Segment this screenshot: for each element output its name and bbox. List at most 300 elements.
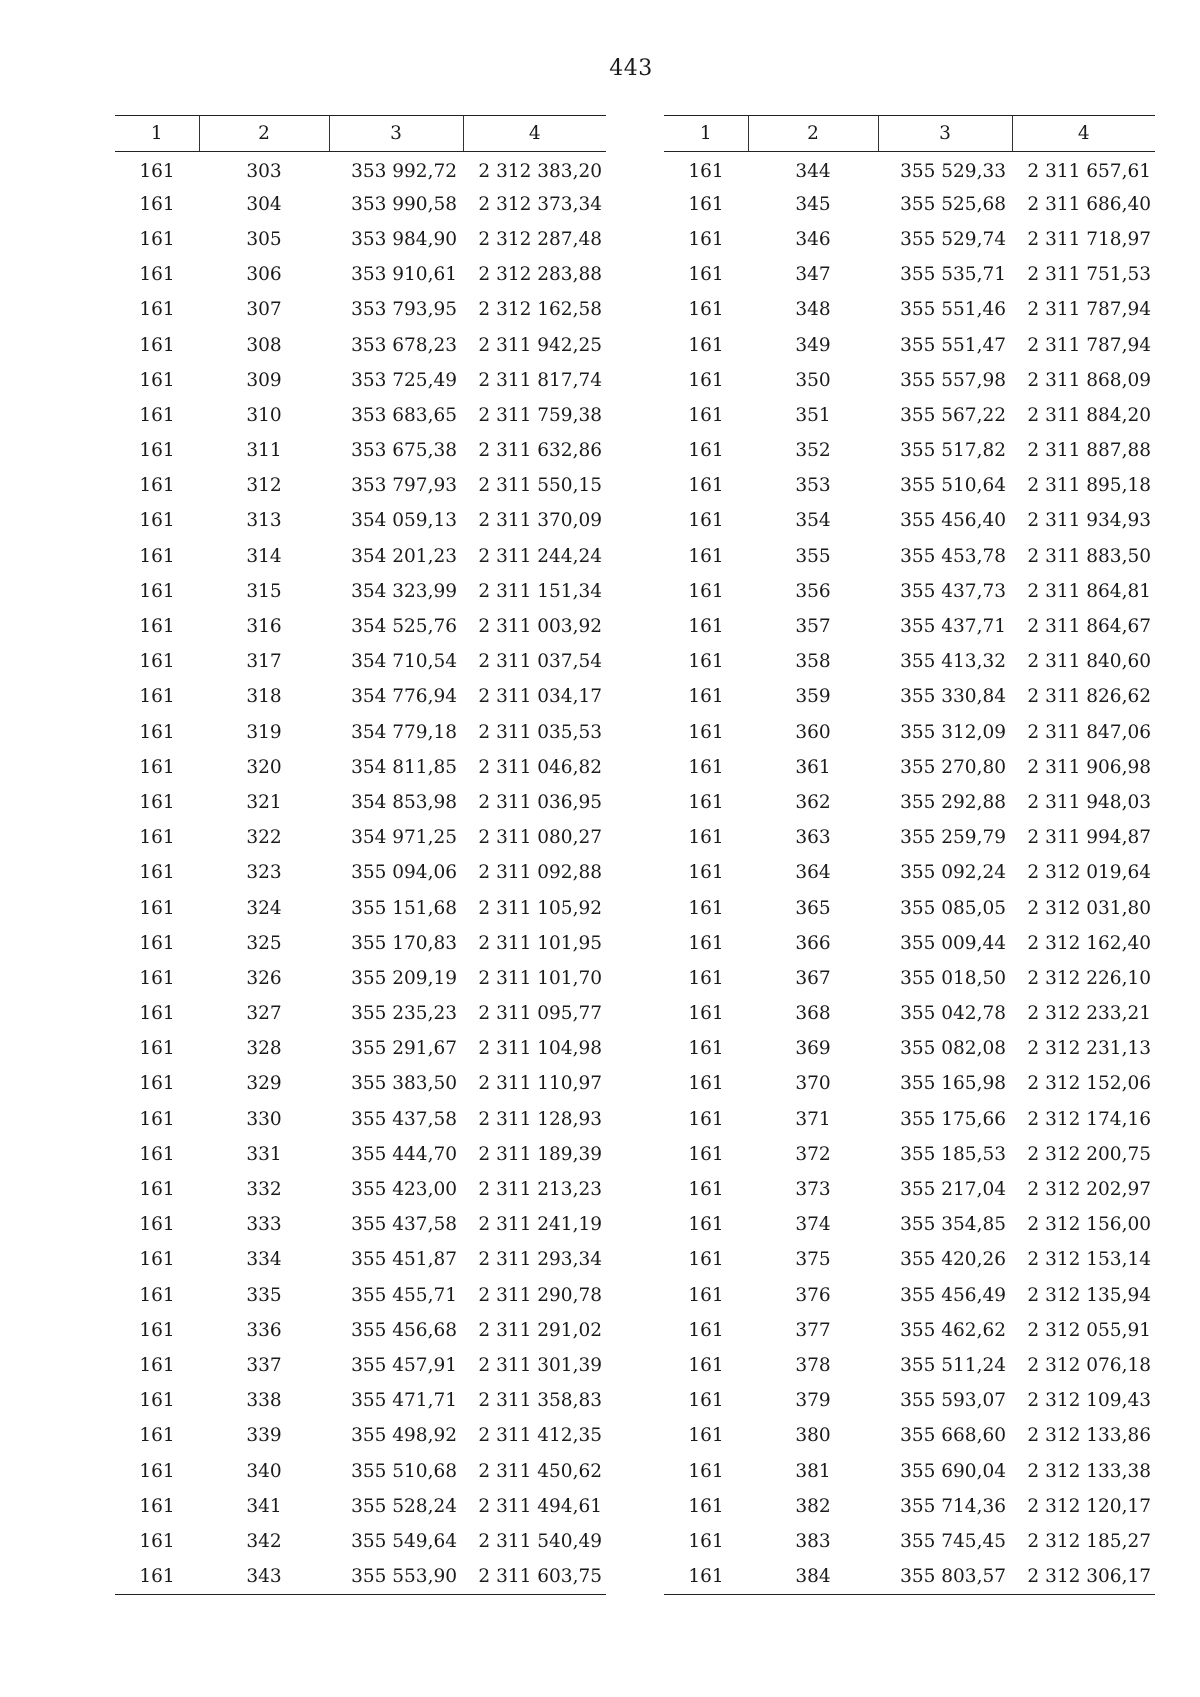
table-cell: 2 312 287,48 — [478, 228, 602, 250]
table-cell: 2 311 101,95 — [478, 932, 602, 954]
table-cell: 352 — [795, 440, 831, 462]
table-cell: 335 — [246, 1284, 282, 1306]
table-cell: 2 311 110,97 — [478, 1073, 602, 1095]
table-cell: 354 853,98 — [351, 791, 457, 813]
table-cell: 305 — [246, 228, 282, 250]
table-cell: 161 — [139, 827, 175, 849]
table-cell: 358 — [795, 651, 831, 673]
table-cell: 2 311 036,95 — [478, 791, 602, 813]
table-row — [115, 926, 606, 961]
table-cell: 383 — [795, 1530, 831, 1552]
table-cell: 316 — [246, 616, 282, 638]
table-row — [115, 1524, 606, 1559]
table-cell: 361 — [795, 756, 831, 778]
table-cell: 2 312 031,80 — [1027, 897, 1151, 919]
table-row — [664, 1559, 1155, 1594]
table-row — [664, 644, 1155, 679]
table-cell: 355 535,71 — [900, 264, 1006, 286]
table-cell: 2 312 185,27 — [1027, 1530, 1151, 1552]
table-cell: 161 — [139, 1319, 175, 1341]
table-cell: 353 675,38 — [351, 440, 457, 462]
table-cell: 355 498,92 — [351, 1425, 457, 1447]
table-row — [664, 1242, 1155, 1277]
table-cell: 2 312 202,97 — [1027, 1179, 1151, 1201]
table-cell: 2 311 189,39 — [478, 1143, 602, 1165]
table-cell: 2 311 883,50 — [1027, 545, 1151, 567]
table-row — [664, 1418, 1155, 1453]
table-cell: 161 — [139, 193, 175, 215]
table-cell: 161 — [688, 1108, 724, 1130]
table-cell: 161 — [139, 721, 175, 743]
table-cell: 355 551,46 — [900, 299, 1006, 321]
coordinates-table-left — [115, 115, 606, 1595]
table-cell: 355 462,62 — [900, 1319, 1006, 1341]
table-cell: 353 793,95 — [351, 299, 457, 321]
table-row — [115, 292, 606, 327]
table-cell: 378 — [795, 1354, 831, 1376]
table-cell: 161 — [688, 651, 724, 673]
table-cell: 2 311 293,34 — [478, 1249, 602, 1271]
table-cell: 2 311 540,49 — [478, 1530, 602, 1552]
table-cell: 355 567,22 — [900, 404, 1006, 426]
table-row — [664, 961, 1155, 996]
table-cell: 161 — [664, 1559, 748, 1594]
table-cell: 2 312 231,13 — [1027, 1038, 1151, 1060]
table-cell: 161 — [688, 1425, 724, 1447]
table-cell: 2 311 450,62 — [478, 1460, 602, 1482]
table-cell: 161 — [139, 1530, 175, 1552]
table-cell: 2 312 233,21 — [1027, 1003, 1151, 1025]
table-row — [115, 398, 606, 433]
table-cell: 331 — [246, 1143, 282, 1165]
table-cell: 2 311 686,40 — [1027, 193, 1151, 215]
table-cell: 2 311 412,35 — [478, 1425, 602, 1447]
table-cell: 354 779,18 — [351, 721, 457, 743]
table-cell: 2 311 291,02 — [478, 1319, 602, 1341]
table-cell: 357 — [795, 616, 831, 638]
table-cell: 2 312 133,86 — [1027, 1425, 1151, 1447]
table-row — [115, 1453, 606, 1488]
table-cell: 353 683,65 — [351, 404, 457, 426]
table-cell: 355 009,44 — [900, 932, 1006, 954]
table-cell: 337 — [246, 1354, 282, 1376]
table-row — [115, 1278, 606, 1313]
table-row — [115, 363, 606, 398]
table-cell: 345 — [795, 193, 831, 215]
table-cell: 306 — [246, 264, 282, 286]
table-cell: 311 — [246, 440, 282, 462]
table-cell: 309 — [246, 369, 282, 391]
table-cell: 355 529,33 — [900, 160, 1006, 182]
table-cell: 330 — [246, 1108, 282, 1130]
table-cell: 354 811,85 — [351, 756, 457, 778]
table-cell: 355 209,19 — [351, 967, 457, 989]
coordinates-table-right — [664, 115, 1155, 1595]
table-cell: 161 — [139, 160, 175, 182]
table-row — [115, 327, 606, 362]
table-cell: 2 311 241,19 — [478, 1214, 602, 1236]
table-cell: 355 291,67 — [351, 1038, 457, 1060]
table-cell: 2 312 373,34 — [478, 193, 602, 215]
table-row — [664, 1207, 1155, 1242]
table-row — [664, 855, 1155, 890]
table-row — [664, 1524, 1155, 1559]
table-row — [664, 1313, 1155, 1348]
table-cell: 161 — [688, 967, 724, 989]
table-cell: 161 — [688, 1249, 724, 1271]
table-row — [664, 715, 1155, 750]
table-cell: 161 — [688, 862, 724, 884]
table-cell: 161 — [688, 827, 724, 849]
table-cell: 354 525,76 — [351, 616, 457, 638]
table-row — [115, 1102, 606, 1137]
table-cell: 2 311 864,81 — [1027, 580, 1151, 602]
table-cell: 2 311 301,39 — [478, 1354, 602, 1376]
table-row — [115, 1383, 606, 1418]
table-cell: 161 — [688, 1143, 724, 1165]
table-cell: 354 323,99 — [351, 580, 457, 602]
table-cell: 2 312 162,40 — [1027, 932, 1151, 954]
table-row — [664, 327, 1155, 362]
table-cell: 370 — [795, 1073, 831, 1095]
table-cell: 340 — [246, 1460, 282, 1482]
table-cell: 161 — [688, 1319, 724, 1341]
table-cell: 161 — [139, 404, 175, 426]
table-row — [115, 257, 606, 292]
table-cell: 379 — [795, 1390, 831, 1412]
table-cell: 161 — [139, 862, 175, 884]
table-cell: 161 — [688, 228, 724, 250]
table-cell: 355 456,68 — [351, 1319, 457, 1341]
table-cell: 161 — [688, 897, 724, 919]
table-cell: 336 — [246, 1319, 282, 1341]
table-cell: 2 311 151,34 — [478, 580, 602, 602]
table-cell: 2 311 494,61 — [478, 1495, 602, 1517]
table-cell: 161 — [139, 897, 175, 919]
table-cell: 355 292,88 — [900, 791, 1006, 813]
table-cell: 161 — [139, 686, 175, 708]
table-row — [115, 1242, 606, 1277]
table-cell: 354 971,25 — [351, 827, 457, 849]
table-cell: 355 383,50 — [351, 1073, 457, 1095]
table-cell: 355 175,66 — [900, 1108, 1006, 1130]
table-cell: 349 — [795, 334, 831, 356]
table-row — [115, 187, 606, 222]
table-cell: 2 312 076,18 — [1027, 1354, 1151, 1376]
table-cell: 161 — [688, 1390, 724, 1412]
page-number: 443 — [609, 56, 653, 81]
table-cell: 355 593,07 — [900, 1390, 1006, 1412]
table-cell: 355 456,49 — [900, 1284, 1006, 1306]
table-cell: 347 — [795, 264, 831, 286]
table-cell: 355 413,32 — [900, 651, 1006, 673]
table-cell: 355 082,08 — [900, 1038, 1006, 1060]
table-cell: 351 — [795, 404, 831, 426]
table-cell: 161 — [139, 369, 175, 391]
table-cell: 161 — [139, 1179, 175, 1201]
table-cell: 2 311 884,20 — [1027, 404, 1151, 426]
table-cell: 161 — [688, 686, 724, 708]
table-cell: 355 330,84 — [900, 686, 1006, 708]
table-cell: 355 354,85 — [900, 1214, 1006, 1236]
table-cell: 161 — [688, 545, 724, 567]
table-row — [664, 363, 1155, 398]
table-cell: 355 217,04 — [900, 1179, 1006, 1201]
table-cell: 2 311 751,53 — [1027, 264, 1151, 286]
table-row — [115, 468, 606, 503]
table-cell: 374 — [795, 1214, 831, 1236]
table-cell: 355 525,68 — [900, 193, 1006, 215]
table-cell: 355 170,83 — [351, 932, 457, 954]
table-cell: 2 311 632,86 — [478, 440, 602, 462]
table-cell: 382 — [795, 1495, 831, 1517]
table-row — [115, 1031, 606, 1066]
table-row — [664, 1137, 1155, 1172]
table-cell: 2 312 135,94 — [1027, 1284, 1151, 1306]
table-cell: 2 311 840,60 — [1027, 651, 1151, 673]
table-cell: 2 311 105,92 — [478, 897, 602, 919]
table-cell: 2 312 133,38 — [1027, 1460, 1151, 1482]
table-cell: 161 — [688, 580, 724, 602]
table-cell: 161 — [139, 1073, 175, 1095]
table-cell: 304 — [246, 193, 282, 215]
table-cell: 161 — [688, 721, 724, 743]
table-cell: 326 — [246, 967, 282, 989]
table-row — [664, 750, 1155, 785]
table-row — [664, 1031, 1155, 1066]
table-cell: 2 311 657,61 — [1027, 160, 1151, 182]
table-cell: 161 — [139, 1143, 175, 1165]
table-cell: 355 517,82 — [900, 440, 1006, 462]
table-cell: 161 — [139, 1390, 175, 1412]
table-cell: 350 — [795, 369, 831, 391]
table-cell: 355 185,53 — [900, 1143, 1006, 1165]
table-cell: 368 — [795, 1003, 831, 1025]
table-cell: 355 549,64 — [351, 1530, 457, 1552]
table-cell: 2 311 290,78 — [478, 1284, 602, 1306]
table-cell: 161 — [688, 756, 724, 778]
column-header: 4 — [463, 116, 606, 152]
table-cell: 161 — [688, 369, 724, 391]
table-cell: 161 — [139, 1460, 175, 1482]
table-row — [664, 1348, 1155, 1383]
table-cell: 355 270,80 — [900, 756, 1006, 778]
table-cell: 355 457,91 — [351, 1354, 457, 1376]
table-cell: 161 — [688, 1460, 724, 1482]
table-cell: 355 312,09 — [900, 721, 1006, 743]
table-cell: 2 311 864,67 — [1027, 616, 1151, 638]
table-cell: 2 311 887,88 — [1027, 440, 1151, 462]
table-cell: 2 311 034,17 — [478, 686, 602, 708]
table-cell: 355 235,23 — [351, 1003, 457, 1025]
table-cell: 318 — [246, 686, 282, 708]
table-cell: 2 312 153,14 — [1027, 1249, 1151, 1271]
table-cell: 341 — [246, 1495, 282, 1517]
table-cell: 161 — [139, 651, 175, 673]
table-cell: 161 — [139, 334, 175, 356]
table-cell: 346 — [795, 228, 831, 250]
table-cell: 314 — [246, 545, 282, 567]
table-cell: 355 529,74 — [900, 228, 1006, 250]
table-cell: 355 — [795, 545, 831, 567]
table-cell: 333 — [246, 1214, 282, 1236]
table-cell: 355 042,78 — [900, 1003, 1006, 1025]
table-cell: 161 — [139, 967, 175, 989]
table-row — [664, 890, 1155, 925]
table-cell: 2 311 370,09 — [478, 510, 602, 532]
table-cell: 355 528,24 — [351, 1495, 457, 1517]
table-cell: 2 311 550,15 — [478, 475, 602, 497]
table-cell: 161 — [688, 1073, 724, 1095]
table-cell: 2 311 934,93 — [1027, 510, 1151, 532]
table-cell: 355 085,05 — [900, 897, 1006, 919]
table-cell: 308 — [246, 334, 282, 356]
table-cell: 307 — [246, 299, 282, 321]
table-cell: 161 — [139, 791, 175, 813]
table-row — [115, 1559, 606, 1594]
table-cell: 355 092,24 — [900, 862, 1006, 884]
table-cell: 161 — [139, 1249, 175, 1271]
table-cell: 161 — [139, 475, 175, 497]
table-cell: 355 690,04 — [900, 1460, 1006, 1482]
table-cell: 2 311 095,77 — [478, 1003, 602, 1025]
table-cell: 321 — [246, 791, 282, 813]
table-cell: 2 312 055,91 — [1027, 1319, 1151, 1341]
table-cell: 161 — [115, 1559, 199, 1594]
table-row — [664, 1066, 1155, 1101]
table-row — [664, 996, 1155, 1031]
table-row — [115, 574, 606, 609]
table-cell: 161 — [688, 160, 724, 182]
table-cell: 2 311 101,70 — [478, 967, 602, 989]
table-cell: 355 668,60 — [900, 1425, 1006, 1447]
column-header: 2 — [199, 116, 329, 152]
table-cell: 161 — [139, 1214, 175, 1236]
table-cell: 2 312 019,64 — [1027, 862, 1151, 884]
table-cell: 322 — [246, 827, 282, 849]
table-cell: 2 311 868,09 — [1027, 369, 1151, 391]
table-cell: 355 510,64 — [900, 475, 1006, 497]
table-cell: 353 990,58 — [351, 193, 457, 215]
table-cell: 355 455,71 — [351, 1284, 457, 1306]
table-cell: 161 — [688, 334, 724, 356]
table-cell: 355 551,47 — [900, 334, 1006, 356]
table-cell: 2 311 603,75 — [463, 1559, 606, 1594]
table-row — [115, 679, 606, 714]
table-cell: 353 678,23 — [351, 334, 457, 356]
table-cell: 310 — [246, 404, 282, 426]
table-cell: 161 — [688, 404, 724, 426]
table-row — [115, 1489, 606, 1524]
table-row — [115, 433, 606, 468]
table-cell: 323 — [246, 862, 282, 884]
table-cell: 161 — [139, 1038, 175, 1060]
table-row — [115, 996, 606, 1031]
table-cell: 161 — [688, 791, 724, 813]
table-cell: 2 311 906,98 — [1027, 756, 1151, 778]
table-row — [664, 574, 1155, 609]
table-cell: 324 — [246, 897, 282, 919]
table-cell: 355 444,70 — [351, 1143, 457, 1165]
table-cell: 2 311 358,83 — [478, 1390, 602, 1412]
table-cell: 353 725,49 — [351, 369, 457, 391]
table-row — [115, 222, 606, 257]
table-cell: 2 311 817,74 — [478, 369, 602, 391]
column-header: 1 — [115, 116, 199, 152]
table-cell: 161 — [688, 440, 724, 462]
table-cell: 2 312 156,00 — [1027, 1214, 1151, 1236]
column-header: 4 — [1012, 116, 1155, 152]
table-cell: 353 910,61 — [351, 264, 457, 286]
table-cell: 380 — [795, 1425, 831, 1447]
table-cell: 354 201,23 — [351, 545, 457, 567]
table-cell: 355 437,71 — [900, 616, 1006, 638]
table-cell: 161 — [688, 1530, 724, 1552]
table-cell: 355 259,79 — [900, 827, 1006, 849]
table-cell: 375 — [795, 1249, 831, 1271]
table-cell: 339 — [246, 1425, 282, 1447]
table-cell: 363 — [795, 827, 831, 849]
table-cell: 355 557,98 — [900, 369, 1006, 391]
table-cell: 2 311 080,27 — [478, 827, 602, 849]
table-cell: 2 311 718,97 — [1027, 228, 1151, 250]
table-cell: 161 — [688, 1214, 724, 1236]
table-row — [115, 1172, 606, 1207]
table-cell: 320 — [246, 756, 282, 778]
table-row — [664, 609, 1155, 644]
table-cell: 161 — [688, 510, 724, 532]
table-row — [115, 1066, 606, 1101]
table-cell: 376 — [795, 1284, 831, 1306]
table-cell: 342 — [246, 1530, 282, 1552]
table-cell: 161 — [688, 1354, 724, 1376]
table-cell: 355 420,26 — [900, 1249, 1006, 1271]
table-cell: 2 311 104,98 — [478, 1038, 602, 1060]
table-cell: 353 992,72 — [351, 160, 457, 182]
table-cell: 355 714,36 — [900, 1495, 1006, 1517]
table-cell: 2 311 046,82 — [478, 756, 602, 778]
table-cell: 2 312 152,06 — [1027, 1073, 1151, 1095]
table-cell: 2 311 759,38 — [478, 404, 602, 426]
table-cell: 2 311 787,94 — [1027, 299, 1151, 321]
table-cell: 332 — [246, 1179, 282, 1201]
table-row — [115, 855, 606, 890]
table-cell: 161 — [139, 1284, 175, 1306]
table-cell: 2 312 283,88 — [478, 264, 602, 286]
table-cell: 348 — [795, 299, 831, 321]
table-row — [115, 539, 606, 574]
table-cell: 353 — [795, 475, 831, 497]
table-cell: 161 — [688, 1284, 724, 1306]
table-cell: 161 — [688, 193, 724, 215]
table-cell: 161 — [688, 264, 724, 286]
table-cell: 161 — [688, 1179, 724, 1201]
table-cell: 313 — [246, 510, 282, 532]
table-row — [115, 715, 606, 750]
table-cell: 369 — [795, 1038, 831, 1060]
table-cell: 2 311 213,23 — [478, 1179, 602, 1201]
table-cell: 355 018,50 — [900, 967, 1006, 989]
table-cell: 373 — [795, 1179, 831, 1201]
table-cell: 364 — [795, 862, 831, 884]
table-row — [664, 152, 1155, 187]
table-cell: 2 311 244,24 — [478, 545, 602, 567]
table-cell: 161 — [139, 299, 175, 321]
table-cell: 355 437,58 — [351, 1108, 457, 1130]
table-row — [115, 750, 606, 785]
table-cell: 367 — [795, 967, 831, 989]
table-cell: 355 803,57 — [878, 1559, 1012, 1594]
